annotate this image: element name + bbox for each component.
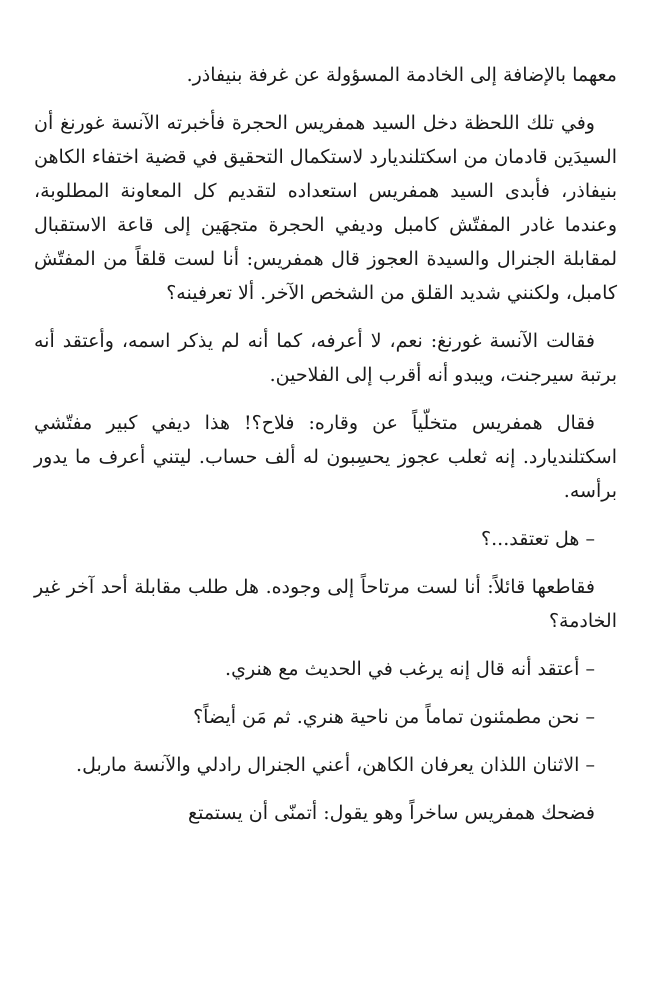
paragraph: معهما بالإضافة إلى الخادمة المسؤولة عن غرفة بنيفاذر. — [186, 64, 617, 86]
dialogue-line: – نحن مطمئنون تماماً من ناحية هنري. ثم مَن أيضاً؟ — [193, 706, 595, 728]
paragraph: فقالت الآنسة غورنغ: نعم، لا أعرفه، كما أنه لم يذكر اسمه، وأعتقد أنه برتبة سيرجنت، ويبدو أنه أقرب إلى الفلاحين. — [34, 330, 617, 386]
dialogue-line: – أعتقد أنه قال إنه يرغب في الحديث مع هنري. — [225, 658, 595, 680]
paragraph: وفي تلك اللحظة دخل السيد همفريس الحجرة فأخبرته الآنسة غورنغ أن السيدَين قادمان من اسكتلنديارد لاستكمال التحقيق في قضية اختفاء الكاهن بنيفاذر، فأبدى السيد همفريس استعداده لتقديم كل المعاونة المطلوبة، وعندما غادر المفتّش كامبل وديفي الحجرة متجهَين إلى قاعة الاستقبال لمقابلة الجنرال والسيدة العجوز قال همفريس: أنا لست قلقاً من المفتّش كامبل، ولكنني شديد القلق من الشخص الآخر. ألا تعرفينه؟ — [34, 112, 617, 304]
dialogue-line: – الاثنان اللذان يعرفان الكاهن، أعني الجنرال رادلي والآنسة ماربل. — [76, 754, 595, 776]
paragraph: فضحك همفريس ساخراً وهو يقول: أتمنّى أن يستمتع — [187, 802, 595, 824]
book-page — [34, 58, 617, 844]
paragraph: فقاطعها قائلاً: أنا لست مرتاحاً إلى وجوده. هل طلب مقابلة أحد آخر غير الخادمة؟ — [34, 576, 617, 632]
paragraph: فقال همفريس متخلّياً عن وقاره: فلاح؟! هذا ديفي كبير مفتّشي اسكتلنديارد. إنه ثعلب عجوز يحسِبون له ألف حساب. ليتني أعرف ما يدور برأسه. — [34, 412, 617, 502]
dialogue-line: – هل تعتقد...؟ — [481, 528, 595, 550]
